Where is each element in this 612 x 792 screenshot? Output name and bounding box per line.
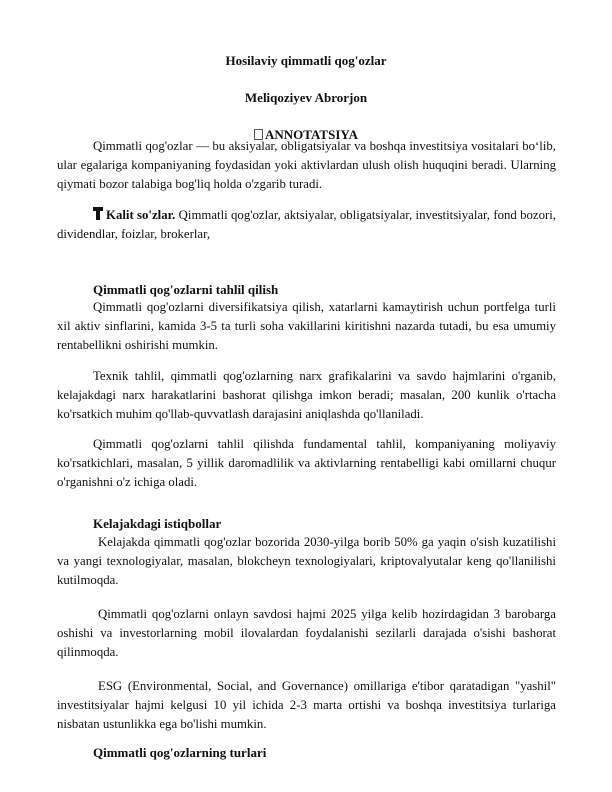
document-title: Hosilaviy qimmatli qog'ozlar bbox=[225, 53, 387, 68]
keywords-text: Qimmatli qog'ozlar, aktsiyalar, obligatsiyalar, investitsiyalar, fond bozori, dividendlar, foizlar, brokerlar, bbox=[57, 208, 556, 241]
outlook-paragraph-1: Kelajakda qimmatli qog'ozlar bozorida 2030-yilga borib 50% ga yaqin o'sish kuzatilishi va yangi texnologiyalar, masalan, blokcheyn texnologiyalari, kriptovalyutalar keng qo'llanilishi kutilmoqda. bbox=[57, 535, 556, 587]
annotation-paragraph: Qimmatli qog'ozlar — bu aksiyalar, obligatsiyalar va boshqa investitsiya vositalari bo‘lib, ular egalariga kompaniyaning foydasidan yoki aktivlardan ulush olish huquqini beradi. Ularning qiymati bozor talabiga bog'liq holda o'zgarib turadi. bbox=[57, 139, 556, 191]
outlook-paragraph-3: ESG (Environmental, Social, and Governance) omillariga e'tibor qaratadigan "yashil" investitsiyalar hajmi kelgusi 10 yil ichida 2-3 marta ortishi va boshqa investitsiya turlariga nisbatan ustunlikka ega bo'lishi mumkin. bbox=[57, 679, 556, 731]
section-heading-types: Qimmatli qog'ozlarning turlari bbox=[93, 745, 267, 760]
pushpin-icon bbox=[93, 207, 103, 220]
analysis-paragraph-1: Qimmatli qog'ozlarni diversifikatsiya qilish, xatarlarni kamaytirish uchun portfelga turli xil aktiv sinflarini, kamida 3-5 ta turli soha vakillarini kiritishni nazarda tutadi, bu esa umumiy rentabellikni oshirishi mumkin. bbox=[57, 300, 556, 352]
analysis-paragraph-3: Qimmatli qog'ozlarni tahlil qilishda fundamental tahlil, kompaniyaning moliyaviy ko'rsatkichlari, masalan, 5 yillik daromadlilik va aktivlarning rentabelligi kabi omillarni chuqur o'rganishni o'z ichiga oladi. bbox=[57, 437, 556, 489]
section-heading-outlook: Kelajakdagi istiqbollar bbox=[93, 516, 222, 531]
outlook-paragraph-2: Qimmatli qog'ozlarni onlayn savdosi hajmi 2025 yilga kelib hozirdagidan 3 barobarga oshishi va investorlarning mobil ilovalardan foydalanishi sezilarli darajada o'sishi bashorat qilinmoqda. bbox=[57, 607, 556, 659]
analysis-paragraph-2: Texnik tahlil, qimmatli qog'ozlarning narx grafikalarini va savdo hajmlarini o'rganib, kelajakdagi narx harakatlarini bashorat qilishga imkon beradi; masalan, 200 kunlik o'rtacha ko'rsatkich muhim qo'llab-quvvatlash darajasini aniqlashda qo'llaniladi. bbox=[57, 369, 556, 421]
annotation-heading-text: ANNOTATSIYA bbox=[265, 127, 358, 142]
section-heading-analysis: Qimmatli qog'ozlarni tahlil qilish bbox=[93, 282, 279, 297]
keywords-label: Kalit so'zlar. bbox=[106, 208, 176, 222]
author-name: Meliqoziyev Abrorjon bbox=[244, 90, 368, 105]
keywords-paragraph bbox=[57, 206, 556, 244]
